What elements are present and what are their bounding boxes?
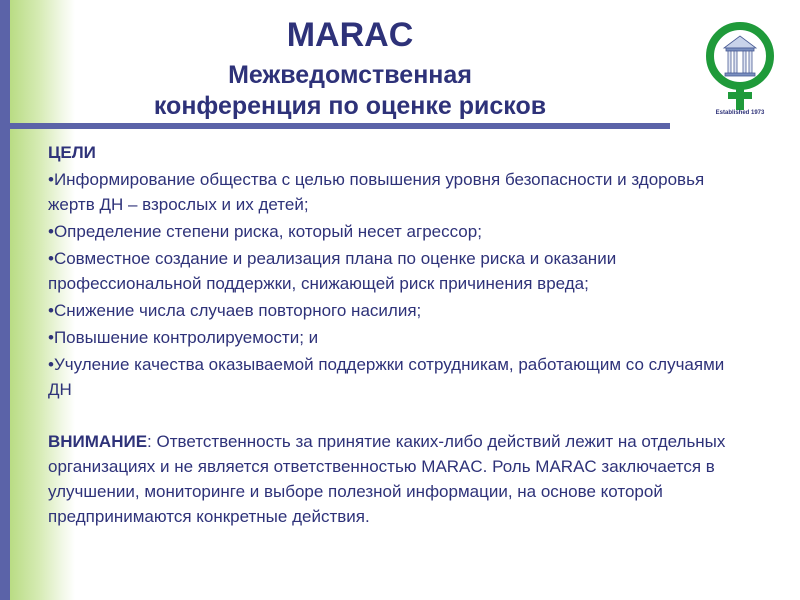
- title-main: MARAC: [286, 16, 414, 54]
- slide-title: [60, 10, 640, 122]
- slide-body: [48, 140, 748, 529]
- logo-caption: Established 1973: [715, 110, 765, 116]
- title-divider: [10, 123, 670, 129]
- goal-bullet-2: •Определение степени риска, который несет агрессор;: [48, 222, 482, 241]
- female-symbol-emblem-icon: [700, 18, 780, 122]
- goal-bullet-6: •Учуление качества оказываемой поддержки сотрудникам, работающим со случаями ДН: [48, 355, 725, 399]
- goals-heading: ЦЕЛИ: [48, 143, 96, 162]
- goal-bullet-3: •Совместное создание и реализация плана по оценке риска и оказании профессиональной поддержки, снижающей риск причинения вреда;: [48, 249, 617, 293]
- goal-bullet-4: •Снижение числа случаев повторного насилия;: [48, 301, 422, 320]
- notice-label: ВНИМАНИЕ: [48, 432, 148, 451]
- notice-paragraph: [48, 429, 748, 529]
- title-line-1: Межведомственная: [228, 61, 472, 89]
- left-accent-bar: [0, 0, 10, 600]
- goal-bullet-5: •Повышение контролируемости; и: [48, 328, 319, 347]
- title-line-2: конференция по оценке рисков: [153, 92, 547, 120]
- notice-text: : Ответственность за принятие каких-либо действий лежит на отдельных организациях и не является ответственностью MARAC. Роль MARAC заключается в улучшении, мониторинге и выборе полезной информации, на основе которой предпринимаются конкретные действия.: [48, 432, 726, 526]
- organization-logo: [700, 18, 780, 122]
- goal-bullet-1: •Информирование общества с целью повышения уровня безопасности и здоровья жертв ДН – взрослых и их детей;: [48, 170, 705, 214]
